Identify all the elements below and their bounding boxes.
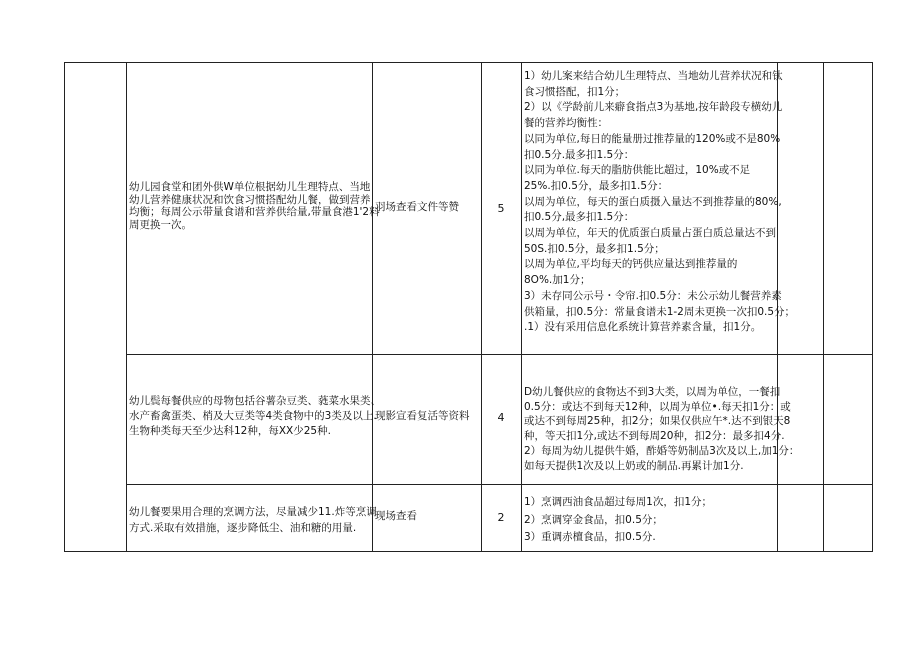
- row3-criteria: 1）烹调西油食品超过每周1次，扣1分； 2）烹调穿金食品，扣0.5分； 3）重调赤檀食品，扣0.5分.: [524, 496, 713, 543]
- row1-method: 羽场查看文件等赞: [375, 201, 459, 213]
- row3-score: 2: [497, 511, 505, 524]
- row1-requirement: 幼儿园食堂和团外供W单位根据幼儿生理特点、当地 幼儿营养健康状况和饮食习惯搭配幼儿餐，做到营养 均衡；每周公示带量食谱和营养供给量,带量食港1'2料 周更换一次。: [129, 181, 380, 231]
- row2-method: 现影宣看复活等资料: [375, 410, 470, 422]
- row3-method: 现场查看: [375, 510, 417, 522]
- row1-score: 5: [497, 202, 505, 215]
- row2-criteria: D幼儿餐供应的食物达不到3大类，以周为单位，一餐扣 0.5分：或达不到每天12种，以周为单位•.每天扣1分：或 或达不到每周25种，扣2分；如果仅供应午*.达不到银天8 种，等天扣1分,或达不到每周20种，扣2分：最多扣4分. 2）每周为幼儿提供牛婚，酢婚等奶制品3次及以上,加1分： 如每天提供1次及以上奶或的制品.再累计加1分.: [524, 386, 800, 472]
- row1-criteria: 1）幼儿案来结合幼儿生理特点、当地幼儿营养状况和钛 食习惯搭配，扣1分； 2）以《学龄前儿来癖食指点3为基地,按年龄段专横幼儿 餐的营养均衡性： 以同为单位,每日的能量册过推荐量的120%或不是80% 扣0.5分.最多扣1.5分： 以同为单位.每天的脂肪供能比超过，10%或不足 25%.扣0.5分，最多扣1.5分： 以周为单位，每天的蛋白质摄入量达不到推荐量的80%, 扣0.5分,最多扣1.5分： 以周为单位，年天的优质蛋白质量占蛋白质总量达不到 50S.扣0.5分，最多扣1.5分； 以周为单位,平均每天的钙供应量达到推荐量的 8O%.加1分； 3）未存同公示号・令帘.扣0.5分：未公示幼儿餐营养素 供箱量，扣0.5分：常量食谱未1-2周未更换一次扣0.5分； .1）没有采用信息化系统计算营养素含量，扣1分。: [524, 70, 796, 334]
- row2-requirement: 幼儿鬓每餐供应的母物包括谷薯杂豆类、蕤菜水果类、 水产畜禽蛋类、梢及大豆类等4类食物中的3类及以上. 生物种类每天至少达科12种，每XX少25种.: [129, 395, 381, 437]
- row2-score: 4: [497, 411, 505, 424]
- row3-requirement: 幼儿餐要果用合理的烹调方法，尽量减少11.炸等烹调 方式.采取有效措施，逐步降低尘、油和糖的用量.: [129, 506, 377, 534]
